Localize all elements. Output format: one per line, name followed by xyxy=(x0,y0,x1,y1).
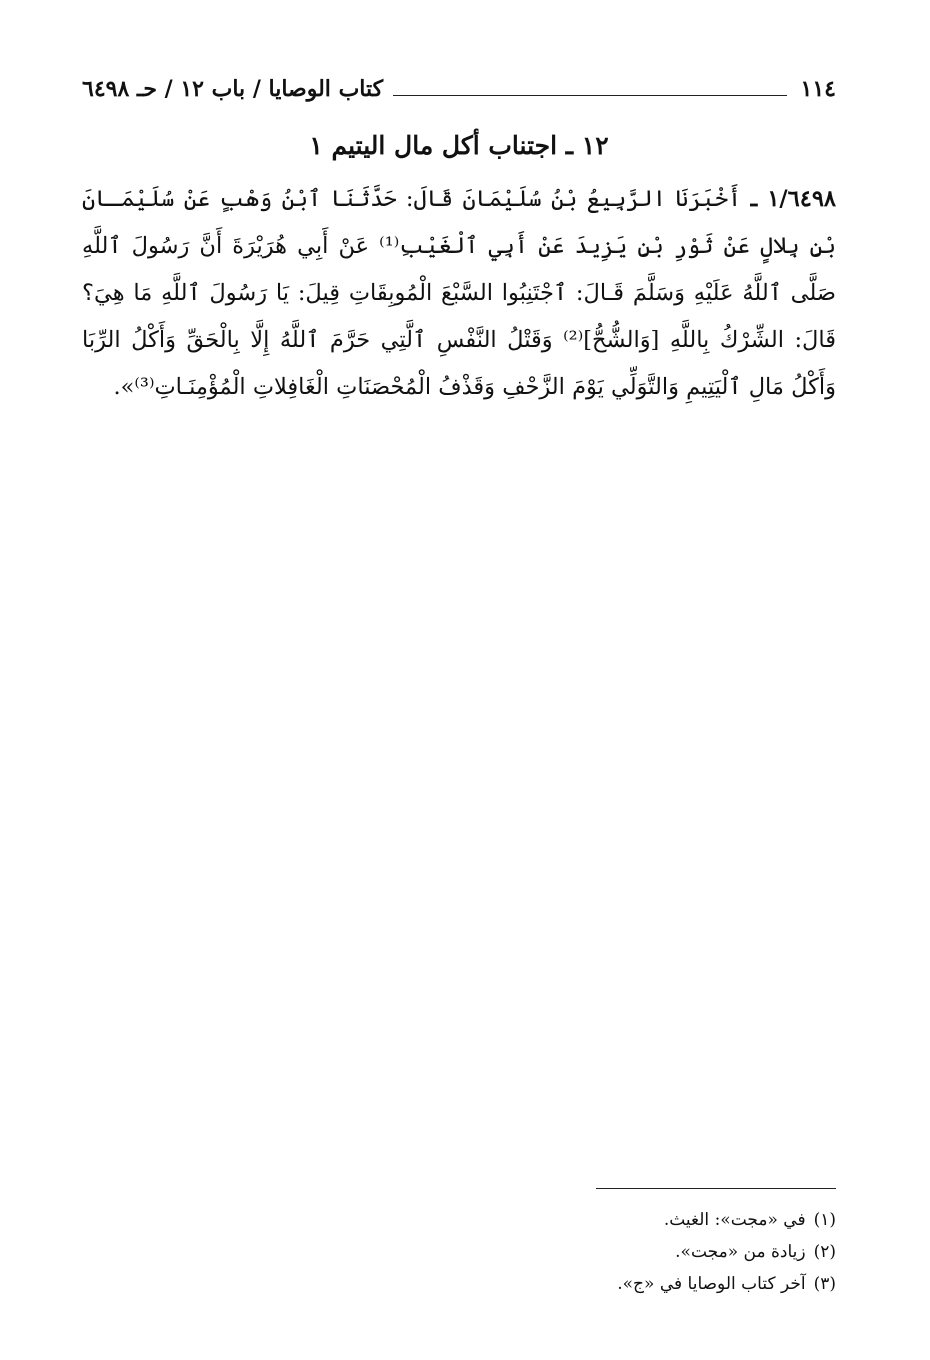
chapter-title: ١٢ ـ اجتناب أكل مال اليتيم ١ xyxy=(309,131,609,160)
footnote-text: زيادة من «مجت». xyxy=(675,1242,806,1262)
page-number: ١١٤ xyxy=(800,76,836,102)
running-header-title: كتاب الوصايا / باب ١٢ / حـ ٦٤٩٨ xyxy=(82,76,384,102)
footnote-1 xyxy=(430,1204,836,1236)
hadith-text: أَخْبَرَنَا الرَّبِيعُ بْنُ سُلَيْمَانَ قَالَ: حَدَّثَنَا ٱبْنُ وَهْبٍ عَنْ سُلَيْمَـانَ بْنِ بِلالٍ عَنْ ثَوْرِ بْنِ يَزِيدَ عَنْ أَبِي ٱلْغَيْبِ⁽¹⁾ عَنْ أَبِي هُرَيْرَةَ أَنَّ رَسُولَ ٱللَّهِ صَلَّى ٱللَّهُ عَلَيْهِ وَسَلَّمَ قَـالَ: ٱجْتَنِبُوا السَّبْعَ الْمُوبِقَاتِ قِيلَ: يَا رَسُولَ ٱللَّهِ مَا هِيَ؟ قَالَ: الشِّرْكُ بِاللَّهِ [وَالشُّحُّ]⁽²⁾ وَقَتْلُ النَّفْسِ ٱلَّتِي حَرَّمَ ٱللَّهُ إِلَّا بِالْحَقِّ وَأَكْلُ الرِّبَا وَأَكْلُ مَالِ ٱلْيَتِيمِ وَالتَّوَلِّي يَوْمَ الزَّحْفِ وَقَذْفُ الْمُحْصَنَاتِ الْغَافِلاتِ الْمُؤْمِنَـاتِ⁽³⁾». xyxy=(82,186,836,400)
footnote-mark: (٢) xyxy=(813,1242,836,1262)
footnote-separator xyxy=(596,1188,836,1189)
footnote-2 xyxy=(430,1236,836,1268)
running-header xyxy=(82,72,836,106)
footnote-3 xyxy=(430,1268,836,1300)
hadith-number: ١/٦٤٩٨ ـ xyxy=(750,186,836,212)
footnotes xyxy=(430,1204,836,1300)
footnote-text: في «مجت»: الغيث. xyxy=(663,1210,806,1230)
footnote-text: آخر كتاب الوصايا في «ج». xyxy=(617,1274,806,1294)
hadith-paragraph xyxy=(82,176,836,411)
footnote-mark: (٣) xyxy=(813,1274,836,1294)
header-rule xyxy=(393,95,786,96)
footnote-mark: (١) xyxy=(813,1210,836,1230)
